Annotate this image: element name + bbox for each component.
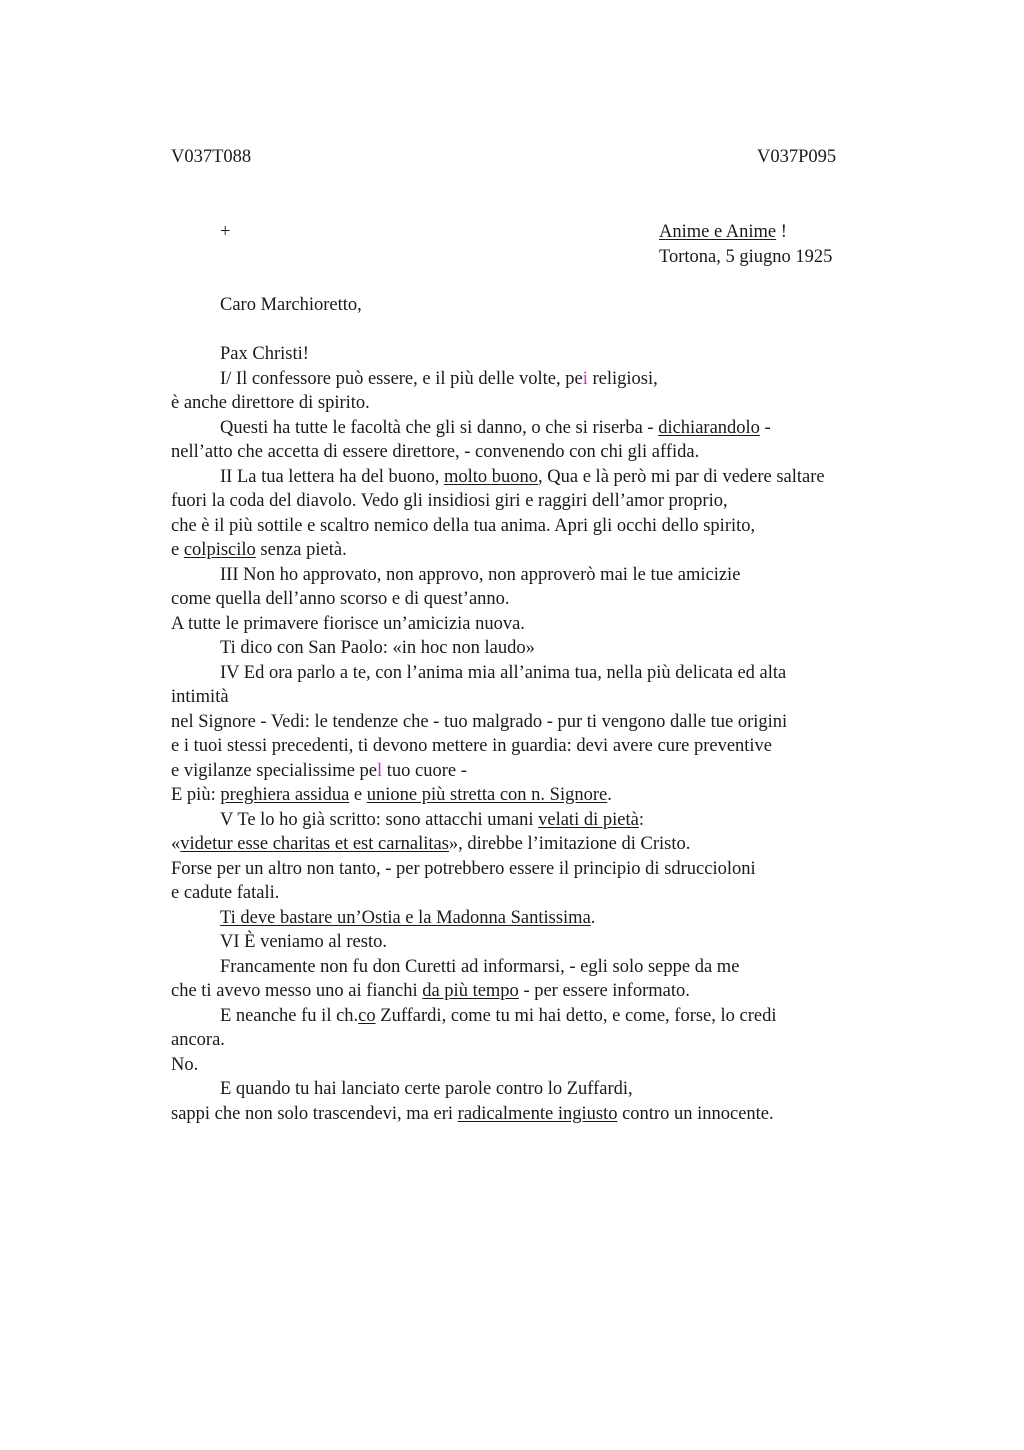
text-span: Questi ha tutte le facoltà che gli si danno, o che si riserba - (220, 417, 659, 438)
text-span: », direbbe l’imitazione di Cristo. (448, 834, 691, 854)
underlined-text: colpiscilo (183, 540, 256, 560)
correction-mark: l (377, 760, 383, 781)
text-span: E neanche fu il ch. (220, 1005, 359, 1026)
text-span: V Te lo ho già scritto: sono attacchi umani (220, 809, 539, 830)
text-line: ancora. (171, 1030, 225, 1050)
text-span: . (590, 907, 596, 928)
text-span: I/ Il confessore può essere, e il più delle volte, pe (220, 368, 583, 389)
greeting: Pax Christi! (220, 344, 309, 364)
title-block (659, 220, 832, 269)
text-line: e cadute fatali. (171, 883, 280, 903)
spacer (171, 318, 911, 343)
text-line: intimità (171, 687, 229, 707)
text-line: Ti dico con San Paolo: «in hoc non laudo» (220, 638, 535, 658)
text-line (171, 538, 911, 563)
text-line: E quando tu hai lanciato certe parole contro lo Zuffardi, (220, 1079, 633, 1099)
underlined-text: Ti deve bastare un’Ostia e la Madonna Santissima (220, 907, 591, 928)
underlined-text: da più tempo (422, 981, 519, 1001)
letter-title-suffix: ! (776, 222, 787, 242)
text-line: VI È veniamo al resto. (220, 932, 387, 952)
underlined-text: videtur esse charitas et est carnalitas (180, 834, 449, 854)
text-line: A tutte le primavere fiorisce un’amicizia nuova. (171, 613, 525, 634)
text-line (171, 367, 911, 392)
text-line (171, 832, 911, 857)
text-span: - (759, 417, 771, 438)
text-span: contro un innocente. (617, 1103, 774, 1124)
text-span: e (349, 785, 367, 805)
document-code-right: V037P095 (757, 147, 837, 167)
text-line (171, 416, 911, 441)
underlined-text: co (358, 1005, 376, 1026)
text-line: No. (171, 1054, 199, 1075)
text-line: Francamente non fu don Curetti ad informarsi, - egli solo seppe da me (220, 956, 740, 977)
document-code-left: V037T088 (171, 147, 252, 167)
text-span: Zuffardi, come tu mi hai detto, e come, forse, lo credi (375, 1005, 777, 1026)
underlined-text: velati di pietà (538, 809, 639, 830)
underlined-text: radicalmente ingiusto (457, 1103, 618, 1124)
underlined-text: dichiarandolo (658, 417, 760, 438)
text-span: e vigilanze specialissime pe (171, 760, 377, 781)
text-line: e i tuoi stessi precedenti, ti devono mettere in guardia: devi avere cure preventive (171, 736, 773, 756)
text-line: che è il più sottile e scaltro nemico della tua anima. Apri gli occhi dello spirito, (171, 515, 756, 536)
text-span: II La tua lettera ha del buono, (220, 466, 444, 487)
letter-title: Anime e Anime (659, 222, 777, 242)
text-span: - per essere informato. (518, 981, 690, 1001)
text-line (171, 1102, 911, 1127)
text-span: senza pietà. (255, 540, 347, 560)
cross-symbol: + (220, 222, 231, 242)
text-span: : (638, 809, 644, 830)
text-line: nell’atto che accetta di essere direttore, - convenendo con chi gli affida. (171, 442, 700, 462)
text-line: è anche direttore di spirito. (171, 393, 370, 413)
text-line: IV Ed ora parlo a te, con l’anima mia all’anima tua, nella più delicata ed alta (220, 662, 787, 683)
text-line (171, 465, 911, 490)
text-line (171, 783, 911, 808)
text-span: . (607, 785, 612, 805)
salutation: Caro Marchioretto, (220, 295, 362, 315)
place-date: Tortona, 5 giugno 1925 (659, 246, 833, 267)
correction-mark: i (582, 368, 588, 389)
text-line (171, 979, 911, 1004)
text-line: come quella dell’anno scorso e di quest’anno. (171, 589, 510, 609)
text-span: , Qua e là però mi par di vedere saltare (538, 466, 825, 487)
text-line: nel Signore - Vedi: le tendenze che - tuo malgrado - pur ti vengono dalle tue origini (171, 711, 788, 732)
text-span: E più: (171, 785, 221, 805)
letter-body (171, 293, 911, 1126)
text-span: tuo cuore - (382, 760, 467, 781)
text-line: fuori la coda del diavolo. Vedo gli insidiosi giri e raggiri dell’amor proprio, (171, 491, 728, 511)
letter-title-line (659, 220, 832, 245)
text-line (171, 1004, 911, 1029)
underlined-text: preghiera assidua (220, 785, 350, 805)
text-line (171, 808, 911, 833)
text-line: Forse per un altro non tanto, - per potrebbero essere il principio di sdruccioloni (171, 858, 756, 879)
text-span: sappi che non solo trascendevi, ma eri (171, 1103, 458, 1124)
underlined-text: unione più stretta con n. Signore (366, 785, 608, 805)
text-line (171, 906, 911, 931)
text-line: III Non ho approvato, non approvo, non approverò mai le tue amicizie (220, 564, 741, 585)
text-span: « (171, 834, 181, 854)
text-span: e (171, 540, 184, 560)
underlined-text: molto buono (443, 466, 539, 487)
text-span: religiosi, (587, 368, 658, 389)
text-line (171, 759, 911, 784)
text-span: che ti avevo messo uno ai fianchi (171, 981, 423, 1001)
